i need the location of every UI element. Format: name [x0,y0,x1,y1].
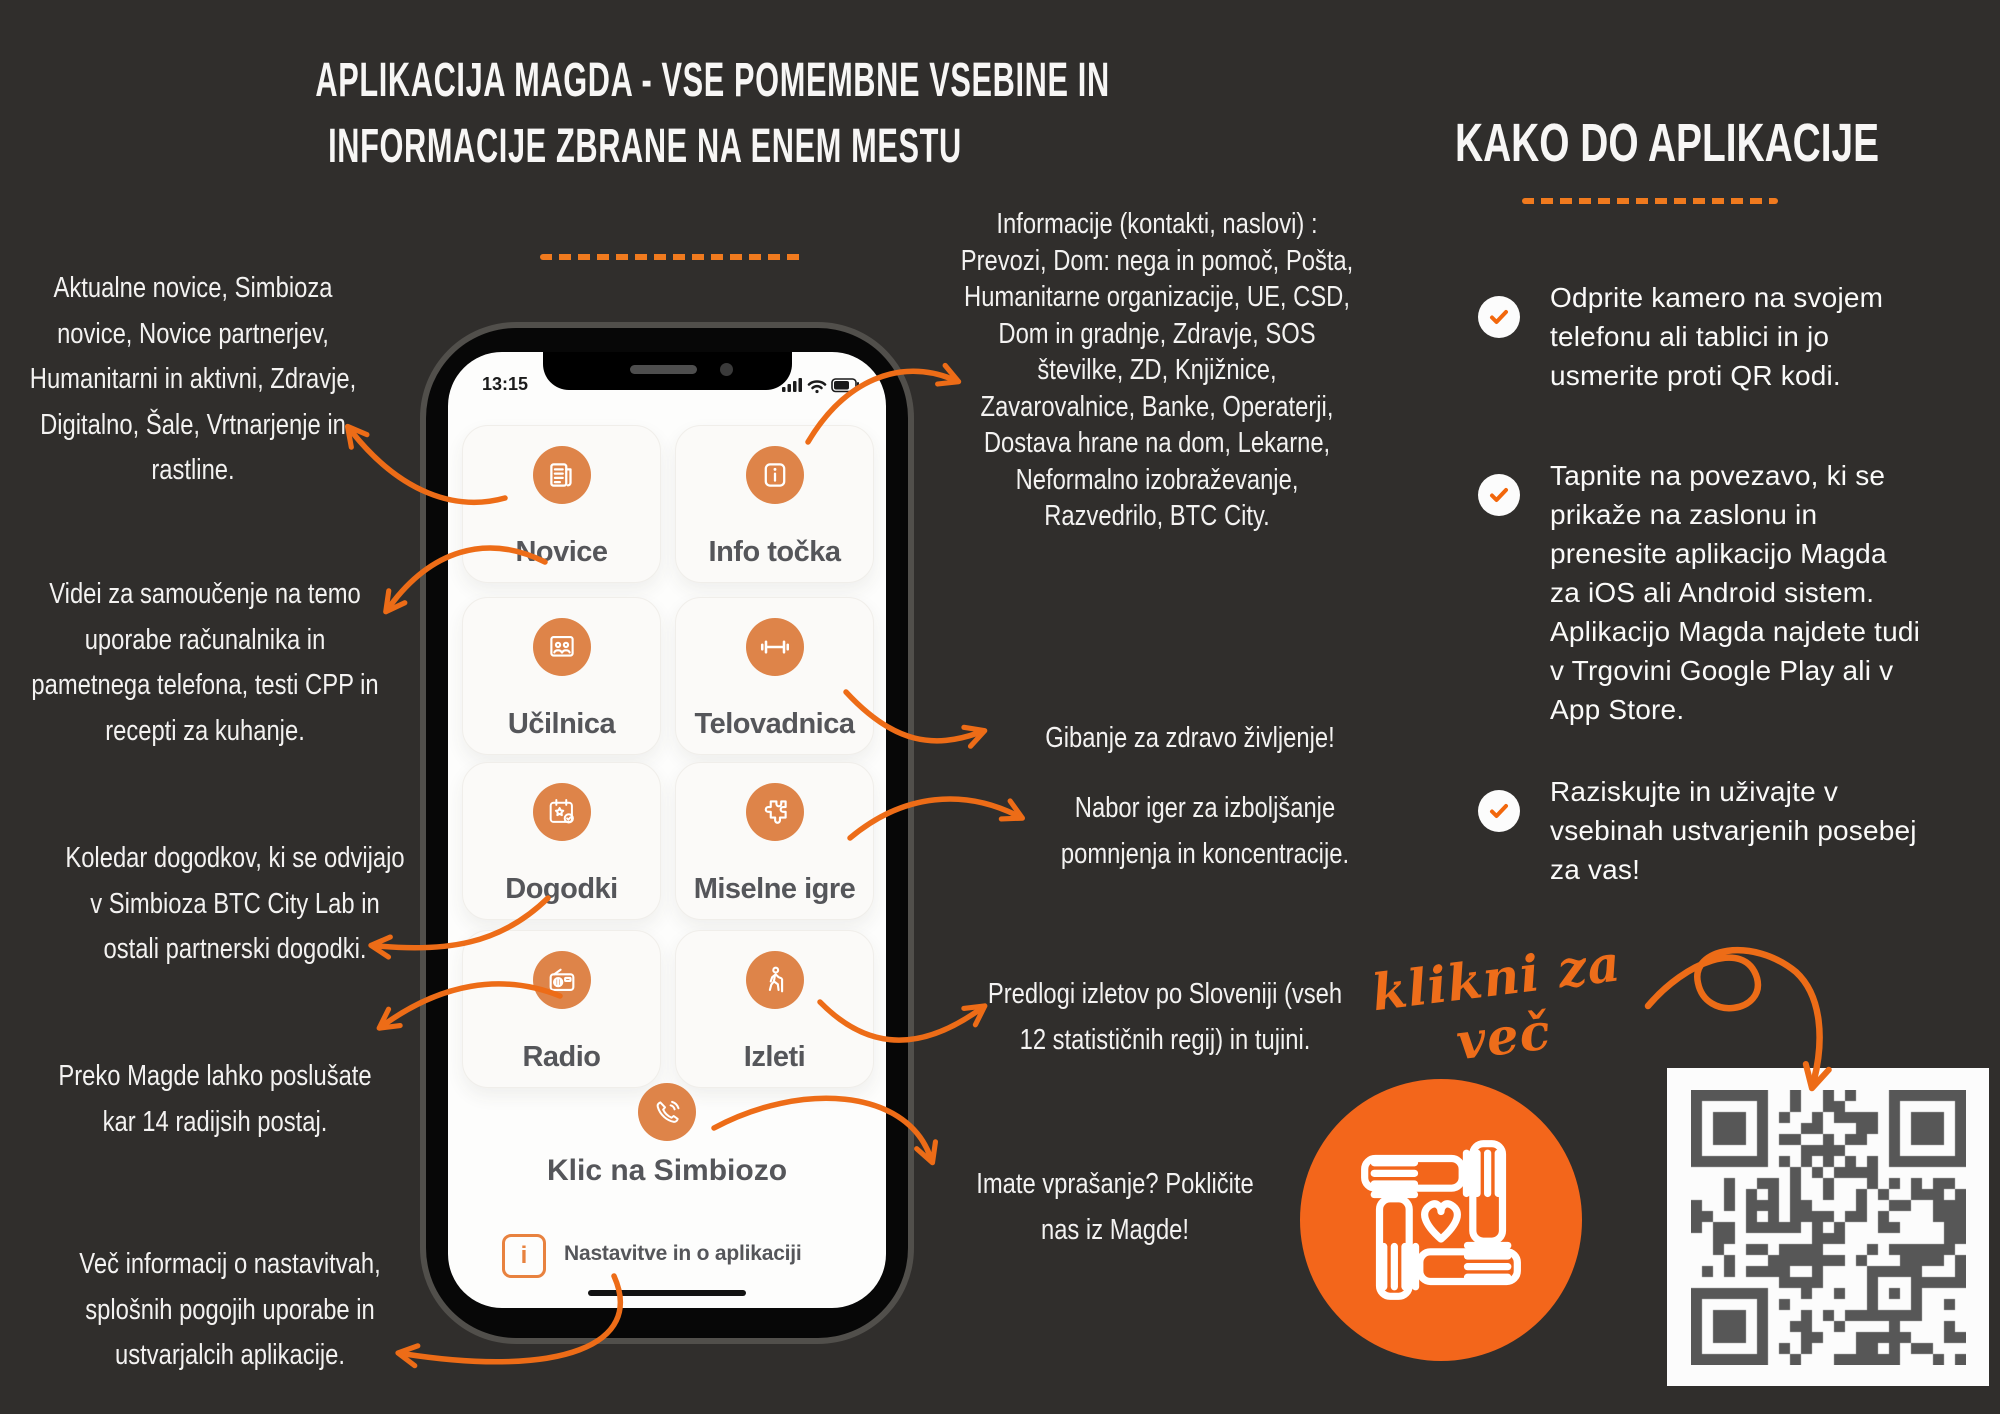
annotation-videos: Videi za samoučenje na temo uporabe računalnika in pametnega telefona, testi CPP in recepti za kuhanje. [31,578,379,747]
howto-title: KAKO DO APLIKACIJE [1455,113,1880,173]
settings-row[interactable] [502,1234,862,1278]
hiker-icon [758,963,792,997]
settings-label: Nastavitve in o aplikaciji [564,1242,802,1265]
annotation-games: Nabor iger za izboljšanje pomnjenja in koncentracije. [1060,792,1350,870]
camera-dot [720,363,733,376]
app-card-ucilnica[interactable] [462,597,661,755]
dumbbell-icon [757,629,793,665]
classroom-icon [545,630,579,664]
app-card-novice[interactable] [462,425,661,583]
page-title-line1: APLIKACIJA MAGDA - VSE POMEMBNE VSEBINE IN [315,54,1110,107]
phone-notch [543,352,792,390]
heart-icon [1425,1204,1458,1239]
page-title [315,48,1110,180]
app-label: Dogodki [505,873,618,905]
call-button[interactable] [638,1083,696,1141]
page-title-line2: INFORMACIJE ZBRANE NA ENEM MESTU [328,120,962,173]
app-card-telovadnica[interactable] [675,597,874,755]
howto-step-text: Odprite kamero na svojem telefonu ali tablici in jo usmerite proti QR kodi. [1550,282,1884,391]
phone-screen [448,352,886,1308]
info-point-icon [758,458,792,492]
howto-dashed-divider [1522,198,1778,204]
arrow-qr-loop [1648,950,1820,1080]
hands-icon [1335,1114,1547,1326]
app-label: Info točka [708,536,841,568]
cta-script-text: klikni za več [1368,933,1624,1072]
annotation-trips: Predlogi izletov po Sloveniji (vseh 12 statističnih regij) in tujini. [987,978,1343,1056]
check-icon [1478,296,1520,338]
app-label: Telovadnica [694,708,855,740]
status-time: 13:15 [482,374,529,394]
phone-call-icon [651,1096,683,1128]
puzzle-icon [758,795,792,829]
app-card-izleti[interactable] [675,930,874,1088]
check-icon [1478,790,1520,832]
wifi-icon [809,382,825,394]
howto-step-text: Raziskujte in uživajte v vsebinah ustvarjenih posebej za vas! [1550,776,1917,885]
simbioza-hands-logo [1300,1079,1582,1361]
app-card-dogodki[interactable] [462,762,661,920]
app-label: Novice [515,536,608,568]
app-card-radio[interactable] [462,930,661,1088]
battery-icon [832,379,858,392]
calendar-star-icon [545,795,579,829]
home-indicator[interactable] [588,1290,746,1296]
status-icons [782,376,862,399]
newspaper-icon [545,458,579,492]
app-label: Miselne igre [693,873,856,905]
howto-step-text: Tapnite na povezavo, ki se prikaže na zaslonu in prenesite aplikacijo Magda za iOS ali Android sistem. Aplikacijo Magda najdete tudi v Trgovini Google Play ali v App Store. [1550,460,1921,725]
radio-icon [545,963,579,997]
app-card-miselne-igre[interactable] [675,762,874,920]
info-square-icon: i [502,1234,546,1278]
app-label: Radio [522,1041,601,1073]
annotation-call: Imate vprašanje? Pokličite nas iz Magde! [976,1168,1254,1246]
annotation-news: Aktualne novice, Simbioza novice, Novice partnerjev, Humanitarni in aktivni, Zdravje, Digitalno, Šale, Vrtnarjenje in rastline. [29,272,357,486]
title-dashed-divider [540,254,803,260]
app-card-info-tocka[interactable] [675,425,874,583]
annotation-radio: Preko Magde lahko poslušate kar 14 radijsih postaj. [58,1060,372,1138]
call-label: Klic na Simbiozo [546,1154,788,1187]
annotation-settings: Več informacij o nastavitvah, splošnih pogojih uporabe in ustvarjalcih aplikacije. [79,1248,381,1371]
annotation-info: Informacije (kontakti, naslovi) : Prevozi, Dom: nega in pomoč, Pošta, Humanitarne organizacije, UE, CSD, Dom in gradnje, Zdravje, SOS številke, ZD, Knjižnice, Zavarovalnice, Banke, Operaterji, Dostava hrane na dom, Lekarne, Neformalno izobraževanje, Razvedrilo, BTC City. [960,208,1354,532]
speaker-slot [630,365,697,374]
qr-code [1667,1068,1989,1386]
app-label: Izleti [743,1041,806,1073]
check-icon [1478,474,1520,516]
app-label: Učilnica [507,708,616,740]
annotation-exercise: Gibanje za zdravo življenje! [1045,722,1335,754]
annotation-events: Koledar dogodkov, ki se odvijajo v Simbioza BTC City Lab in ostali partnerski dogodki. [65,842,405,965]
